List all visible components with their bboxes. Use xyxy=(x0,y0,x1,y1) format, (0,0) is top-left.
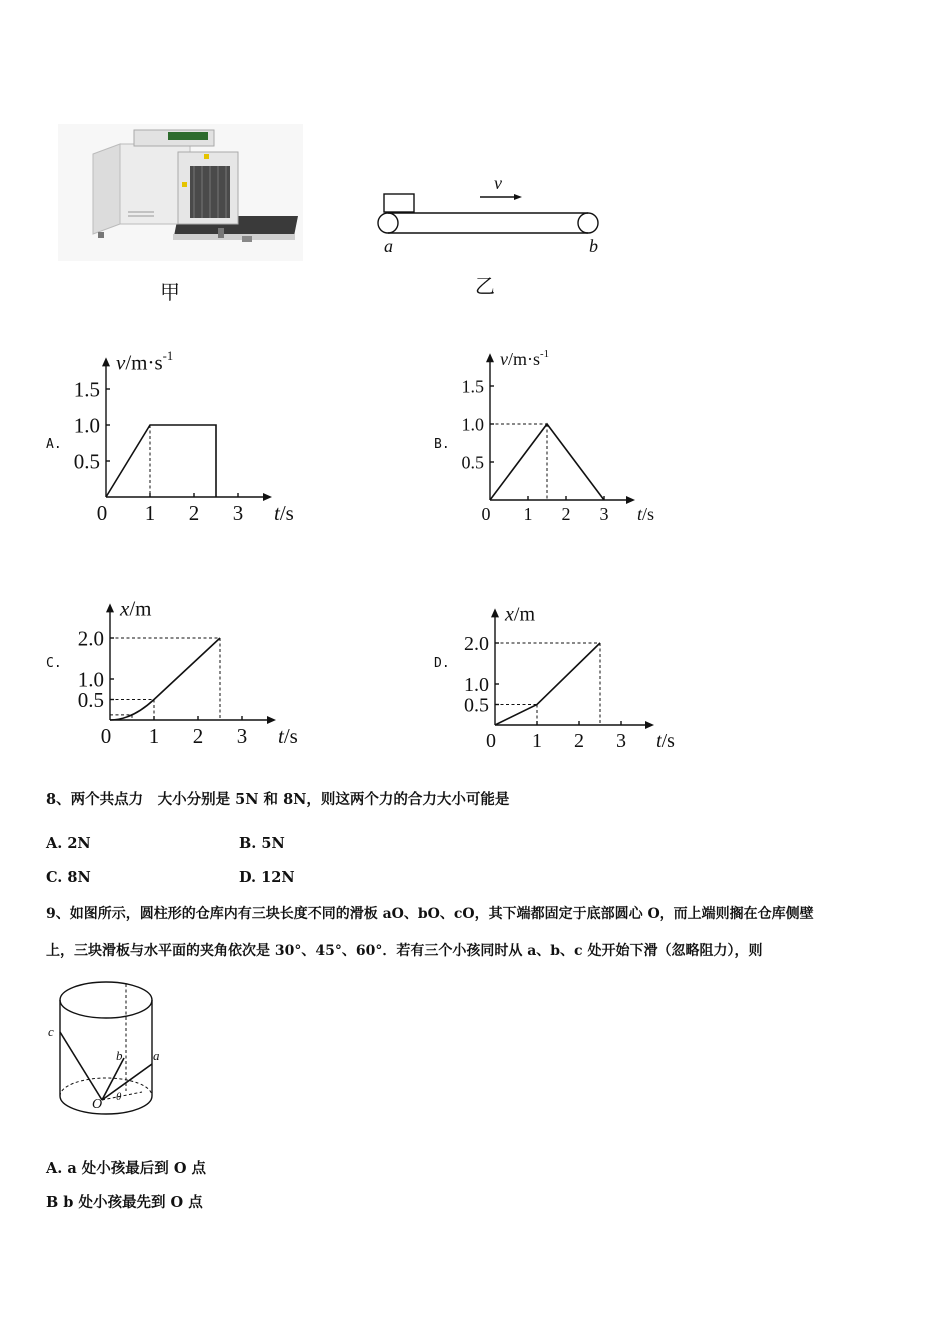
x-axis-label: t/s xyxy=(637,504,655,524)
velocity-label: v xyxy=(494,173,502,193)
x-axis-label: t/s xyxy=(274,501,294,525)
conveyor-belt-diagram xyxy=(370,168,610,260)
y-axis-label: x/m xyxy=(120,596,152,621)
slide-aO xyxy=(102,1064,152,1100)
q8-option-c[interactable]: C. 8N xyxy=(46,869,91,886)
question-9-line-2: 上，三块滑板与水平面的夹角依次是 30°、45°、60°．若有三个小孩同时从 a、b、c 处开始下滑（忽略阻力），则 xyxy=(46,943,763,959)
x-tick-label: 1 xyxy=(532,730,542,752)
y-tick-label: 1.0 xyxy=(464,674,489,696)
y-axis-arrow xyxy=(106,603,114,612)
y-tick-label: 0.5 xyxy=(464,694,489,717)
slide-cO xyxy=(60,1032,102,1100)
y-axis-arrow xyxy=(491,608,499,617)
x-axis-label: t/s xyxy=(656,730,675,752)
belt-pulley-b xyxy=(578,213,598,233)
x-tick-label: 0 xyxy=(100,724,112,748)
y-tick-label: 1.0 xyxy=(73,413,100,438)
q8-option-b[interactable]: B. 5N xyxy=(239,835,285,852)
x-tick-label: 3 xyxy=(232,501,244,525)
x-axis-arrow xyxy=(267,716,276,724)
q9-option-b[interactable]: B b 处小孩最先到 O 点 xyxy=(46,1194,203,1211)
angle-theta-label: θ xyxy=(116,1091,122,1103)
option-a-label: A. xyxy=(46,437,62,452)
x-tick-label: 1 xyxy=(148,724,160,748)
y-tick-label: 0.5 xyxy=(73,449,100,474)
x-tick-label: 2 xyxy=(188,501,200,525)
x-tick-label: 0 xyxy=(96,501,108,525)
figure-caption-yi: 乙 xyxy=(475,274,495,298)
point-o-label: O xyxy=(92,1097,103,1112)
option-d-graph xyxy=(450,568,680,758)
point-c-label: c xyxy=(48,1024,54,1039)
y-tick-label: 2.0 xyxy=(464,633,489,655)
data-line xyxy=(495,643,600,725)
data-line xyxy=(110,638,220,720)
cylinder-warehouse-diagram xyxy=(46,976,161,1126)
y-axis-label: $v/m\cdot s^{-1}$ xyxy=(116,348,174,375)
y-axis-label: $v/m\cdot s^{-1}$ xyxy=(500,348,550,370)
belt-end-b-label: b xyxy=(589,236,598,256)
x-tick-label: 2 xyxy=(192,724,204,748)
x-tick-label: 0 xyxy=(486,730,496,752)
option-b-label: B. xyxy=(434,437,450,452)
data-line xyxy=(106,425,216,497)
option-b-graph xyxy=(450,348,660,536)
q8-option-a[interactable]: A. 2N xyxy=(46,835,91,852)
x-axis-arrow xyxy=(626,496,635,504)
x-tick-label: 2 xyxy=(561,504,571,524)
y-tick-label: 0.5 xyxy=(461,452,484,473)
y-axis-arrow xyxy=(102,357,110,366)
question-8-text: 8、两个共点力 大小分别是 5N 和 8N，则这两个力的合力大小可能是 xyxy=(46,791,510,808)
y-tick-label: 1.0 xyxy=(461,414,484,435)
x-tick-label: 2 xyxy=(574,730,584,752)
y-axis-label: x/m xyxy=(505,603,536,626)
option-c-label: C. xyxy=(46,656,62,671)
x-tick-label: 3 xyxy=(599,504,609,524)
q8-option-d[interactable]: D. 12N xyxy=(239,869,295,886)
figure-caption-jia: 甲 xyxy=(160,280,180,304)
xray-machine-image xyxy=(58,124,303,261)
x-tick-label: 1 xyxy=(144,501,156,525)
y-tick-label: 1.5 xyxy=(461,376,484,397)
x-axis-arrow xyxy=(645,721,654,729)
q9-option-a[interactable]: A. a 处小孩最后到 O 点 xyxy=(46,1160,207,1177)
x-tick-label: 1 xyxy=(523,504,533,524)
point-a-label: a xyxy=(153,1048,160,1063)
y-tick-label: 1.0 xyxy=(77,667,104,692)
belt-block xyxy=(384,194,414,212)
y-tick-label: 1.5 xyxy=(73,377,100,402)
y-tick-label: 2.0 xyxy=(77,626,104,651)
option-c-graph xyxy=(60,562,300,757)
x-axis-arrow xyxy=(263,493,272,501)
point-b-label: b xyxy=(116,1048,123,1063)
x-tick-label: 3 xyxy=(236,724,248,748)
belt-pulley-a xyxy=(378,213,398,233)
cylinder-top xyxy=(60,982,152,1018)
question-9-line-1: 9、如图所示，圆柱形的仓库内有三块长度不同的滑板 aO、bO、cO，其下端都固定于底部圆心 O，而上端则搁在仓库侧壁 xyxy=(46,906,814,922)
option-a-graph xyxy=(60,336,300,531)
y-axis-arrow xyxy=(486,353,494,362)
x-axis-label: t/s xyxy=(278,724,298,748)
x-tick-label: 0 xyxy=(481,504,491,524)
y-tick-label: 0.5 xyxy=(77,687,104,712)
option-d-label: D. xyxy=(434,656,450,671)
x-tick-label: 3 xyxy=(616,730,626,752)
belt-end-a-label: a xyxy=(384,236,393,256)
